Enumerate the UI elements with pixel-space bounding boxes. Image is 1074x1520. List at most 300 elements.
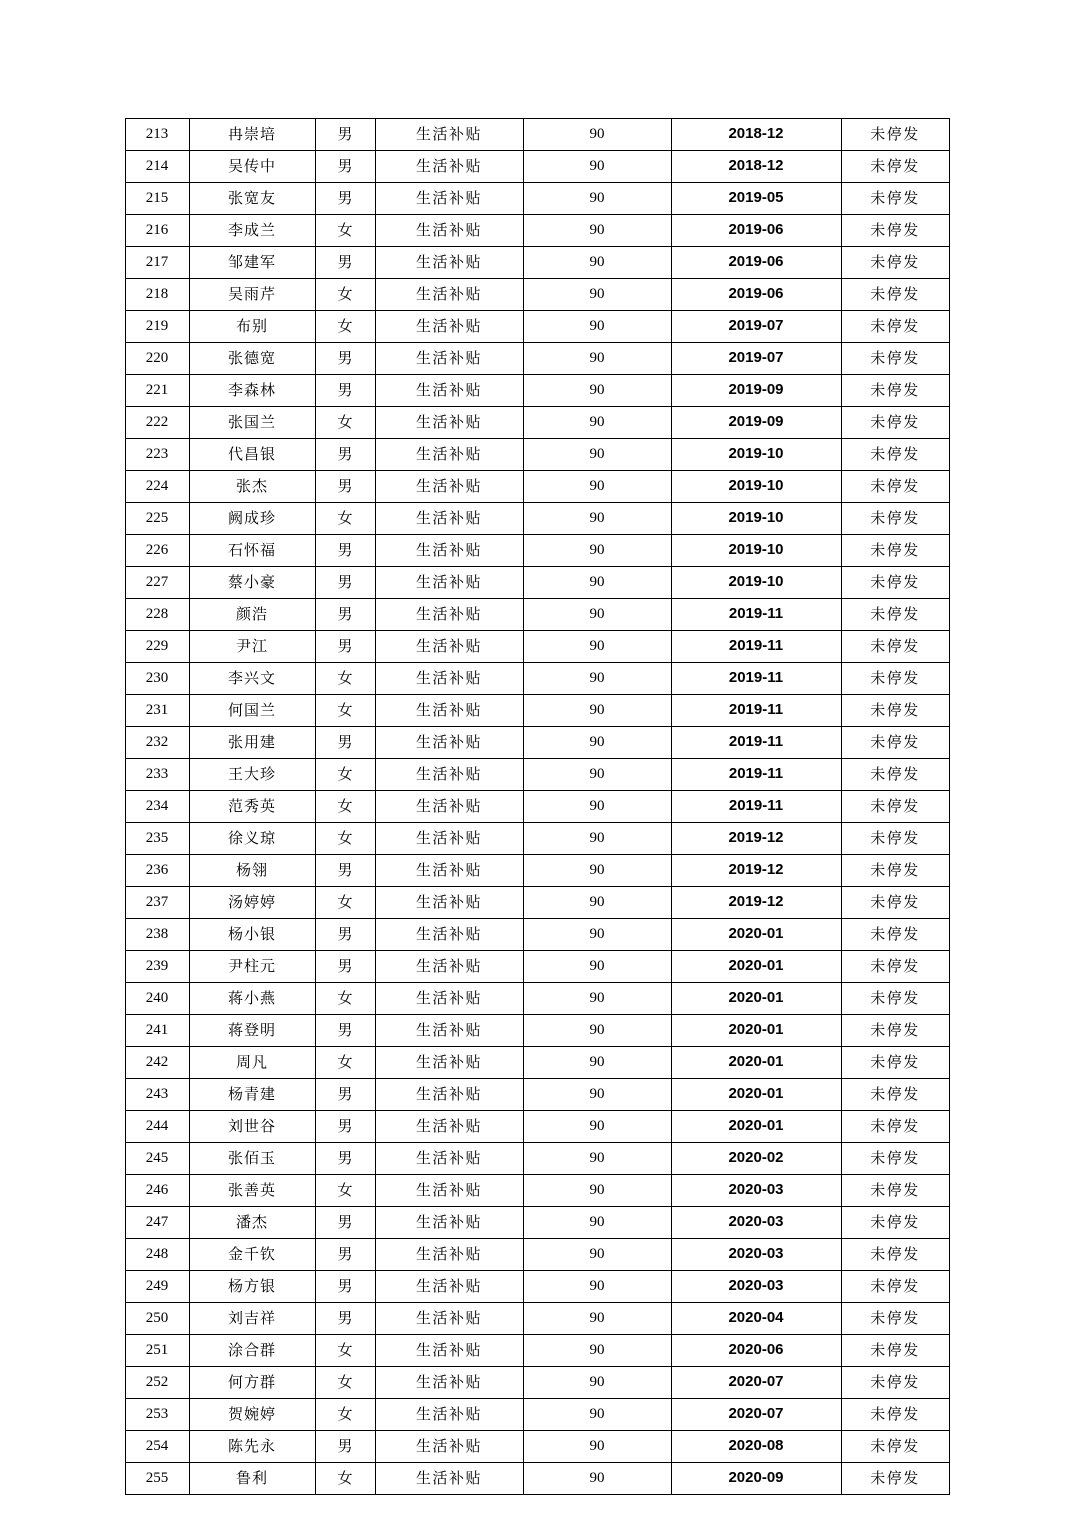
row-index: 243 bbox=[125, 1079, 189, 1111]
row-amount: 90 bbox=[523, 1047, 671, 1079]
row-type: 生活补贴 bbox=[375, 1399, 523, 1431]
row-status: 未停发 bbox=[841, 791, 949, 823]
row-type: 生活补贴 bbox=[375, 791, 523, 823]
row-amount: 90 bbox=[523, 727, 671, 759]
row-status: 未停发 bbox=[841, 1111, 949, 1143]
row-amount: 90 bbox=[523, 695, 671, 727]
row-status: 未停发 bbox=[841, 695, 949, 727]
table-row bbox=[125, 183, 949, 215]
row-index: 244 bbox=[125, 1111, 189, 1143]
row-type: 生活补贴 bbox=[375, 471, 523, 503]
table-row bbox=[125, 1239, 949, 1271]
row-sex: 男 bbox=[315, 951, 375, 983]
row-name: 张杰 bbox=[189, 471, 315, 503]
row-index: 216 bbox=[125, 215, 189, 247]
row-date: 2019-09 bbox=[671, 375, 841, 407]
row-sex: 男 bbox=[315, 1015, 375, 1047]
row-index: 234 bbox=[125, 791, 189, 823]
row-date: 2019-05 bbox=[671, 183, 841, 215]
row-index: 247 bbox=[125, 1207, 189, 1239]
row-amount: 90 bbox=[523, 119, 671, 151]
row-type: 生活补贴 bbox=[375, 1079, 523, 1111]
row-index: 222 bbox=[125, 407, 189, 439]
table-row bbox=[125, 631, 949, 663]
row-status: 未停发 bbox=[841, 887, 949, 919]
row-status: 未停发 bbox=[841, 151, 949, 183]
row-name: 汤婷婷 bbox=[189, 887, 315, 919]
table-row bbox=[125, 279, 949, 311]
row-name: 颜浩 bbox=[189, 599, 315, 631]
row-name: 代昌银 bbox=[189, 439, 315, 471]
row-type: 生活补贴 bbox=[375, 1015, 523, 1047]
table-row bbox=[125, 1271, 949, 1303]
row-type: 生活补贴 bbox=[375, 343, 523, 375]
row-amount: 90 bbox=[523, 407, 671, 439]
row-amount: 90 bbox=[523, 375, 671, 407]
row-sex: 男 bbox=[315, 1111, 375, 1143]
row-type: 生活补贴 bbox=[375, 407, 523, 439]
table-row bbox=[125, 695, 949, 727]
row-sex: 女 bbox=[315, 215, 375, 247]
row-status: 未停发 bbox=[841, 727, 949, 759]
row-date: 2020-07 bbox=[671, 1367, 841, 1399]
row-index: 255 bbox=[125, 1463, 189, 1495]
row-date: 2019-10 bbox=[671, 471, 841, 503]
row-status: 未停发 bbox=[841, 599, 949, 631]
row-status: 未停发 bbox=[841, 1015, 949, 1047]
row-status: 未停发 bbox=[841, 407, 949, 439]
table-row bbox=[125, 727, 949, 759]
row-name: 邹建军 bbox=[189, 247, 315, 279]
row-sex: 男 bbox=[315, 151, 375, 183]
row-name: 张善英 bbox=[189, 1175, 315, 1207]
row-date: 2019-11 bbox=[671, 695, 841, 727]
row-amount: 90 bbox=[523, 343, 671, 375]
row-date: 2020-03 bbox=[671, 1207, 841, 1239]
row-amount: 90 bbox=[523, 791, 671, 823]
row-index: 221 bbox=[125, 375, 189, 407]
row-sex: 男 bbox=[315, 1143, 375, 1175]
row-status: 未停发 bbox=[841, 343, 949, 375]
row-amount: 90 bbox=[523, 1239, 671, 1271]
row-name: 尹江 bbox=[189, 631, 315, 663]
row-date: 2019-07 bbox=[671, 343, 841, 375]
row-sex: 女 bbox=[315, 791, 375, 823]
table-row bbox=[125, 983, 949, 1015]
table-row bbox=[125, 1367, 949, 1399]
row-name: 吴传中 bbox=[189, 151, 315, 183]
row-date: 2019-06 bbox=[671, 247, 841, 279]
row-date: 2020-01 bbox=[671, 919, 841, 951]
row-status: 未停发 bbox=[841, 759, 949, 791]
row-index: 241 bbox=[125, 1015, 189, 1047]
row-date: 2019-10 bbox=[671, 535, 841, 567]
row-type: 生活补贴 bbox=[375, 1431, 523, 1463]
row-status: 未停发 bbox=[841, 1047, 949, 1079]
row-index: 230 bbox=[125, 663, 189, 695]
row-date: 2019-11 bbox=[671, 599, 841, 631]
row-date: 2019-12 bbox=[671, 887, 841, 919]
row-amount: 90 bbox=[523, 759, 671, 791]
table-row bbox=[125, 1463, 949, 1495]
row-status: 未停发 bbox=[841, 1271, 949, 1303]
row-name: 刘吉祥 bbox=[189, 1303, 315, 1335]
row-amount: 90 bbox=[523, 567, 671, 599]
row-date: 2020-07 bbox=[671, 1399, 841, 1431]
row-amount: 90 bbox=[523, 887, 671, 919]
row-type: 生活补贴 bbox=[375, 1335, 523, 1367]
row-date: 2020-08 bbox=[671, 1431, 841, 1463]
row-name: 蒋登明 bbox=[189, 1015, 315, 1047]
row-amount: 90 bbox=[523, 1431, 671, 1463]
row-type: 生活补贴 bbox=[375, 631, 523, 663]
row-sex: 男 bbox=[315, 247, 375, 279]
row-index: 240 bbox=[125, 983, 189, 1015]
row-date: 2019-11 bbox=[671, 727, 841, 759]
row-name: 张佰玉 bbox=[189, 1143, 315, 1175]
row-status: 未停发 bbox=[841, 823, 949, 855]
row-status: 未停发 bbox=[841, 1207, 949, 1239]
row-index: 233 bbox=[125, 759, 189, 791]
row-amount: 90 bbox=[523, 1111, 671, 1143]
row-sex: 男 bbox=[315, 343, 375, 375]
row-name: 李森林 bbox=[189, 375, 315, 407]
row-status: 未停发 bbox=[841, 119, 949, 151]
row-sex: 男 bbox=[315, 535, 375, 567]
row-status: 未停发 bbox=[841, 247, 949, 279]
row-name: 张国兰 bbox=[189, 407, 315, 439]
row-amount: 90 bbox=[523, 663, 671, 695]
table-row bbox=[125, 887, 949, 919]
row-status: 未停发 bbox=[841, 311, 949, 343]
row-name: 张用建 bbox=[189, 727, 315, 759]
table-row bbox=[125, 823, 949, 855]
row-index: 238 bbox=[125, 919, 189, 951]
row-name: 阙成珍 bbox=[189, 503, 315, 535]
row-name: 蔡小豪 bbox=[189, 567, 315, 599]
row-sex: 女 bbox=[315, 887, 375, 919]
row-sex: 男 bbox=[315, 727, 375, 759]
table-row bbox=[125, 151, 949, 183]
row-name: 蒋小燕 bbox=[189, 983, 315, 1015]
row-amount: 90 bbox=[523, 823, 671, 855]
row-name: 鲁利 bbox=[189, 1463, 315, 1495]
row-sex: 女 bbox=[315, 279, 375, 311]
table-row bbox=[125, 471, 949, 503]
row-name: 涂合群 bbox=[189, 1335, 315, 1367]
row-name: 冉崇培 bbox=[189, 119, 315, 151]
row-name: 潘杰 bbox=[189, 1207, 315, 1239]
table-row bbox=[125, 1079, 949, 1111]
row-sex: 女 bbox=[315, 1463, 375, 1495]
row-amount: 90 bbox=[523, 247, 671, 279]
row-index: 248 bbox=[125, 1239, 189, 1271]
row-amount: 90 bbox=[523, 215, 671, 247]
row-status: 未停发 bbox=[841, 1463, 949, 1495]
row-sex: 女 bbox=[315, 503, 375, 535]
row-index: 213 bbox=[125, 119, 189, 151]
row-status: 未停发 bbox=[841, 1399, 949, 1431]
row-index: 214 bbox=[125, 151, 189, 183]
row-status: 未停发 bbox=[841, 1079, 949, 1111]
row-status: 未停发 bbox=[841, 375, 949, 407]
row-index: 232 bbox=[125, 727, 189, 759]
row-type: 生活补贴 bbox=[375, 1303, 523, 1335]
row-status: 未停发 bbox=[841, 1143, 949, 1175]
table-row bbox=[125, 407, 949, 439]
row-index: 254 bbox=[125, 1431, 189, 1463]
row-sex: 男 bbox=[315, 1271, 375, 1303]
row-status: 未停发 bbox=[841, 1175, 949, 1207]
row-index: 253 bbox=[125, 1399, 189, 1431]
row-type: 生活补贴 bbox=[375, 1111, 523, 1143]
row-name: 陈先永 bbox=[189, 1431, 315, 1463]
table-row bbox=[125, 1207, 949, 1239]
row-type: 生活补贴 bbox=[375, 727, 523, 759]
row-amount: 90 bbox=[523, 1079, 671, 1111]
row-index: 220 bbox=[125, 343, 189, 375]
row-name: 周凡 bbox=[189, 1047, 315, 1079]
row-index: 215 bbox=[125, 183, 189, 215]
row-amount: 90 bbox=[523, 599, 671, 631]
row-amount: 90 bbox=[523, 1175, 671, 1207]
row-date: 2020-09 bbox=[671, 1463, 841, 1495]
row-sex: 男 bbox=[315, 567, 375, 599]
row-date: 2020-02 bbox=[671, 1143, 841, 1175]
row-date: 2019-10 bbox=[671, 567, 841, 599]
row-date: 2019-12 bbox=[671, 823, 841, 855]
table-row bbox=[125, 503, 949, 535]
row-index: 235 bbox=[125, 823, 189, 855]
row-type: 生活补贴 bbox=[375, 1175, 523, 1207]
table-row bbox=[125, 439, 949, 471]
row-date: 2019-11 bbox=[671, 791, 841, 823]
row-amount: 90 bbox=[523, 1143, 671, 1175]
row-type: 生活补贴 bbox=[375, 1143, 523, 1175]
row-status: 未停发 bbox=[841, 631, 949, 663]
row-sex: 女 bbox=[315, 311, 375, 343]
row-sex: 男 bbox=[315, 471, 375, 503]
row-index: 246 bbox=[125, 1175, 189, 1207]
row-status: 未停发 bbox=[841, 535, 949, 567]
table-row bbox=[125, 759, 949, 791]
row-date: 2020-01 bbox=[671, 951, 841, 983]
row-type: 生活补贴 bbox=[375, 535, 523, 567]
row-status: 未停发 bbox=[841, 1239, 949, 1271]
row-index: 242 bbox=[125, 1047, 189, 1079]
row-date: 2019-07 bbox=[671, 311, 841, 343]
row-sex: 女 bbox=[315, 1399, 375, 1431]
row-type: 生活补贴 bbox=[375, 503, 523, 535]
row-date: 2018-12 bbox=[671, 119, 841, 151]
row-sex: 男 bbox=[315, 1303, 375, 1335]
row-date: 2019-11 bbox=[671, 663, 841, 695]
row-amount: 90 bbox=[523, 1463, 671, 1495]
row-type: 生活补贴 bbox=[375, 919, 523, 951]
row-name: 杨翎 bbox=[189, 855, 315, 887]
row-type: 生活补贴 bbox=[375, 855, 523, 887]
row-amount: 90 bbox=[523, 503, 671, 535]
row-date: 2020-03 bbox=[671, 1271, 841, 1303]
row-index: 249 bbox=[125, 1271, 189, 1303]
row-index: 225 bbox=[125, 503, 189, 535]
row-type: 生活补贴 bbox=[375, 1239, 523, 1271]
row-status: 未停发 bbox=[841, 567, 949, 599]
row-date: 2019-12 bbox=[671, 855, 841, 887]
row-name: 张德宽 bbox=[189, 343, 315, 375]
row-amount: 90 bbox=[523, 1303, 671, 1335]
row-date: 2019-10 bbox=[671, 503, 841, 535]
table-row bbox=[125, 855, 949, 887]
table-row bbox=[125, 1335, 949, 1367]
row-date: 2019-06 bbox=[671, 279, 841, 311]
row-status: 未停发 bbox=[841, 471, 949, 503]
row-amount: 90 bbox=[523, 279, 671, 311]
row-index: 227 bbox=[125, 567, 189, 599]
row-amount: 90 bbox=[523, 471, 671, 503]
table-row bbox=[125, 375, 949, 407]
row-status: 未停发 bbox=[841, 1431, 949, 1463]
table-row bbox=[125, 1431, 949, 1463]
row-name: 何国兰 bbox=[189, 695, 315, 727]
row-type: 生活补贴 bbox=[375, 695, 523, 727]
row-index: 223 bbox=[125, 439, 189, 471]
row-name: 贺婉婷 bbox=[189, 1399, 315, 1431]
row-amount: 90 bbox=[523, 1015, 671, 1047]
row-amount: 90 bbox=[523, 1271, 671, 1303]
row-sex: 女 bbox=[315, 663, 375, 695]
row-status: 未停发 bbox=[841, 183, 949, 215]
row-status: 未停发 bbox=[841, 1303, 949, 1335]
row-amount: 90 bbox=[523, 151, 671, 183]
row-sex: 男 bbox=[315, 599, 375, 631]
row-status: 未停发 bbox=[841, 439, 949, 471]
table-row bbox=[125, 663, 949, 695]
row-name: 李兴文 bbox=[189, 663, 315, 695]
row-index: 226 bbox=[125, 535, 189, 567]
row-status: 未停发 bbox=[841, 919, 949, 951]
row-index: 250 bbox=[125, 1303, 189, 1335]
table-row bbox=[125, 215, 949, 247]
row-amount: 90 bbox=[523, 1367, 671, 1399]
row-sex: 女 bbox=[315, 983, 375, 1015]
row-sex: 男 bbox=[315, 119, 375, 151]
row-type: 生活补贴 bbox=[375, 439, 523, 471]
row-date: 2019-11 bbox=[671, 759, 841, 791]
row-sex: 女 bbox=[315, 1335, 375, 1367]
row-name: 石怀福 bbox=[189, 535, 315, 567]
row-name: 王大珍 bbox=[189, 759, 315, 791]
row-sex: 男 bbox=[315, 1239, 375, 1271]
row-index: 239 bbox=[125, 951, 189, 983]
row-name: 何方群 bbox=[189, 1367, 315, 1399]
row-amount: 90 bbox=[523, 183, 671, 215]
table-body bbox=[125, 119, 949, 1495]
row-index: 237 bbox=[125, 887, 189, 919]
row-amount: 90 bbox=[523, 983, 671, 1015]
table-row bbox=[125, 599, 949, 631]
row-sex: 女 bbox=[315, 1047, 375, 1079]
row-name: 刘世谷 bbox=[189, 1111, 315, 1143]
row-type: 生活补贴 bbox=[375, 1047, 523, 1079]
row-type: 生活补贴 bbox=[375, 279, 523, 311]
table-row bbox=[125, 1303, 949, 1335]
row-amount: 90 bbox=[523, 919, 671, 951]
table-row bbox=[125, 535, 949, 567]
row-index: 217 bbox=[125, 247, 189, 279]
row-name: 杨小银 bbox=[189, 919, 315, 951]
row-type: 生活补贴 bbox=[375, 375, 523, 407]
row-amount: 90 bbox=[523, 535, 671, 567]
row-sex: 女 bbox=[315, 695, 375, 727]
row-sex: 男 bbox=[315, 439, 375, 471]
row-sex: 女 bbox=[315, 823, 375, 855]
row-index: 251 bbox=[125, 1335, 189, 1367]
row-date: 2020-01 bbox=[671, 1015, 841, 1047]
row-name: 金千钦 bbox=[189, 1239, 315, 1271]
table-row bbox=[125, 1047, 949, 1079]
row-status: 未停发 bbox=[841, 983, 949, 1015]
row-status: 未停发 bbox=[841, 1367, 949, 1399]
row-index: 252 bbox=[125, 1367, 189, 1399]
row-type: 生活补贴 bbox=[375, 823, 523, 855]
row-type: 生活补贴 bbox=[375, 983, 523, 1015]
table-row bbox=[125, 311, 949, 343]
row-index: 231 bbox=[125, 695, 189, 727]
row-date: 2020-01 bbox=[671, 1079, 841, 1111]
row-name: 杨方银 bbox=[189, 1271, 315, 1303]
row-type: 生活补贴 bbox=[375, 151, 523, 183]
table-row bbox=[125, 1399, 949, 1431]
row-type: 生活补贴 bbox=[375, 951, 523, 983]
row-type: 生活补贴 bbox=[375, 1463, 523, 1495]
subsidy-table bbox=[125, 118, 950, 1495]
row-type: 生活补贴 bbox=[375, 599, 523, 631]
row-type: 生活补贴 bbox=[375, 311, 523, 343]
table-row bbox=[125, 567, 949, 599]
row-type: 生活补贴 bbox=[375, 183, 523, 215]
row-sex: 男 bbox=[315, 631, 375, 663]
row-amount: 90 bbox=[523, 951, 671, 983]
row-sex: 男 bbox=[315, 1079, 375, 1111]
table-row bbox=[125, 1143, 949, 1175]
table-row bbox=[125, 247, 949, 279]
row-type: 生活补贴 bbox=[375, 1207, 523, 1239]
row-sex: 女 bbox=[315, 407, 375, 439]
row-sex: 男 bbox=[315, 1207, 375, 1239]
row-status: 未停发 bbox=[841, 503, 949, 535]
row-type: 生活补贴 bbox=[375, 247, 523, 279]
row-name: 范秀英 bbox=[189, 791, 315, 823]
row-type: 生活补贴 bbox=[375, 119, 523, 151]
row-sex: 男 bbox=[315, 375, 375, 407]
row-sex: 男 bbox=[315, 183, 375, 215]
row-date: 2020-06 bbox=[671, 1335, 841, 1367]
row-name: 徐义琼 bbox=[189, 823, 315, 855]
row-type: 生活补贴 bbox=[375, 663, 523, 695]
row-status: 未停发 bbox=[841, 855, 949, 887]
row-sex: 女 bbox=[315, 1175, 375, 1207]
row-name: 吴雨芹 bbox=[189, 279, 315, 311]
row-date: 2019-11 bbox=[671, 631, 841, 663]
row-name: 张宽友 bbox=[189, 183, 315, 215]
row-type: 生活补贴 bbox=[375, 887, 523, 919]
row-sex: 男 bbox=[315, 919, 375, 951]
row-date: 2020-03 bbox=[671, 1175, 841, 1207]
row-amount: 90 bbox=[523, 631, 671, 663]
row-date: 2020-01 bbox=[671, 1111, 841, 1143]
table-row bbox=[125, 343, 949, 375]
